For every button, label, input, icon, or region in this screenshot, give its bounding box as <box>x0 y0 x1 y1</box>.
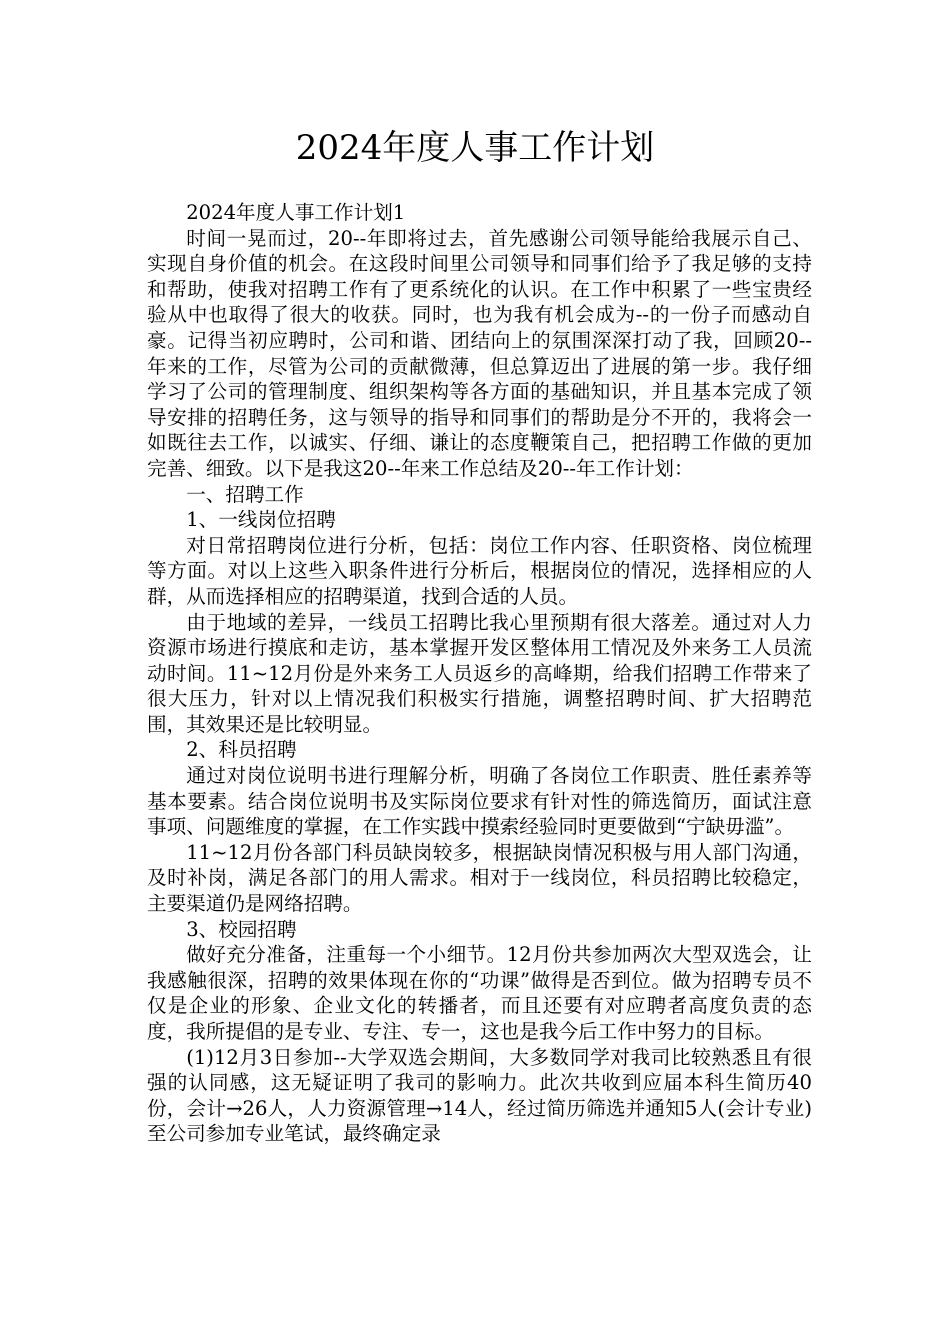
subtitle-paragraph: 2024年度人事工作计划1 <box>186 201 406 224</box>
paragraph-campus-fair: (1)12月3日参加--大学双选会期间，大多数同学对我司比较熟悉且有很强的认同感，这无疑证明了我司的影响力。此次共收到应届本科生简历40份，会计→26人，人力资源管理→14人，经过简历筛选并通知5人(会计专业)至公司参加专业笔试，最终确定录 <box>147 1045 812 1146</box>
subsection-heading-staff: 2、科员招聘 <box>186 738 297 762</box>
intro-paragraph: 时间一晃而过，20--年即将过去，首先感谢公司领导能给我展示自己、实现自身价值的机会。在这段时间里公司领导和同事们给予了我足够的支持和帮助，使我对招聘工作有了更系统化的认识。在工作中积累了一些宝贵经验从中也取得了很大的收获。同时，也为我有机会成为--的一份子而感动自豪。记得当初应聘时，公司和谐、团结向上的氛围深深打动了我，回顾20--年来的工作，尽管为公司的贡献微薄，但总算迈出了进展的第一步。我仔细学习了公司的管理制度、组织架构等各方面的基础知识，并且基本完成了领导安排的招聘任务，这与领导的指导和同事们的帮助是分不开的，我将会一如既往去工作，以诚实、仔细、谦让的态度鞭策自己，把招聘工作做的更加完善、细致。以下是我这20--年来工作总结及20--年工作计划： <box>147 226 812 480</box>
document-title: 2024年度人事工作计划 <box>295 128 655 168</box>
paragraph-campus-preparation: 做好充分准备，注重每一个小细节。12月份共参加两次大型双选会，让我感触很深，招聘的效果体现在你的“功课”做得是否到位。做为招聘专员不仅是企业的形象、企业文化的转播者，而且还要有对应聘者高度负责的态度，我所提倡的是专业、专注、专一，这也是我今后工作中努力的目标。 <box>147 943 812 1043</box>
paragraph-staff-vacancies: 11~12月份各部门科员缺岗较多，根据缺岗情况积极与用人部门沟通，及时补岗，满足各部门的用人需求。相对于一线岗位，科员招聘比较稳定，主要渠道仍是网络招聘。 <box>147 840 812 916</box>
paragraph-staff-analysis: 通过对岗位说明书进行理解分析，明确了各岗位工作职责、胜任素养等基本要素。结合岗位说明书及实际岗位要求有针对性的筛选简历，面试注意事项、问题维度的掌握，在工作实践中摸索经验同时更要做到“宁缺毋滥”。 <box>147 764 812 839</box>
document-body <box>147 200 812 1147</box>
section-heading-recruitment: 一、招聘工作 <box>186 482 304 506</box>
paragraph-frontline-analysis: 对日常招聘岗位进行分析，包括：岗位工作内容、任职资格、岗位梳理等方面。对以上这些入职条件进行分析后，根据岗位的情况，选择相应的人群，从而选择相应的招聘渠道，找到合适的人员。 <box>147 533 812 608</box>
subsection-heading-campus: 3、校园招聘 <box>186 917 297 941</box>
subsection-heading-frontline: 1、一线岗位招聘 <box>186 508 336 532</box>
paragraph-frontline-region: 由于地域的差异，一线员工招聘比我心里预期有很大落差。通过对人力资源市场进行摸底和走访，基本掌握开发区整体用工情况及外来务工人员流动时间。11~12月份是外来务工人员返乡的高峰期，给我们招聘工作带来了很大压力，针对以上情况我们积极实行措施，调整招聘时间、扩大招聘范围，其效果还是比较明显。 <box>147 610 812 736</box>
